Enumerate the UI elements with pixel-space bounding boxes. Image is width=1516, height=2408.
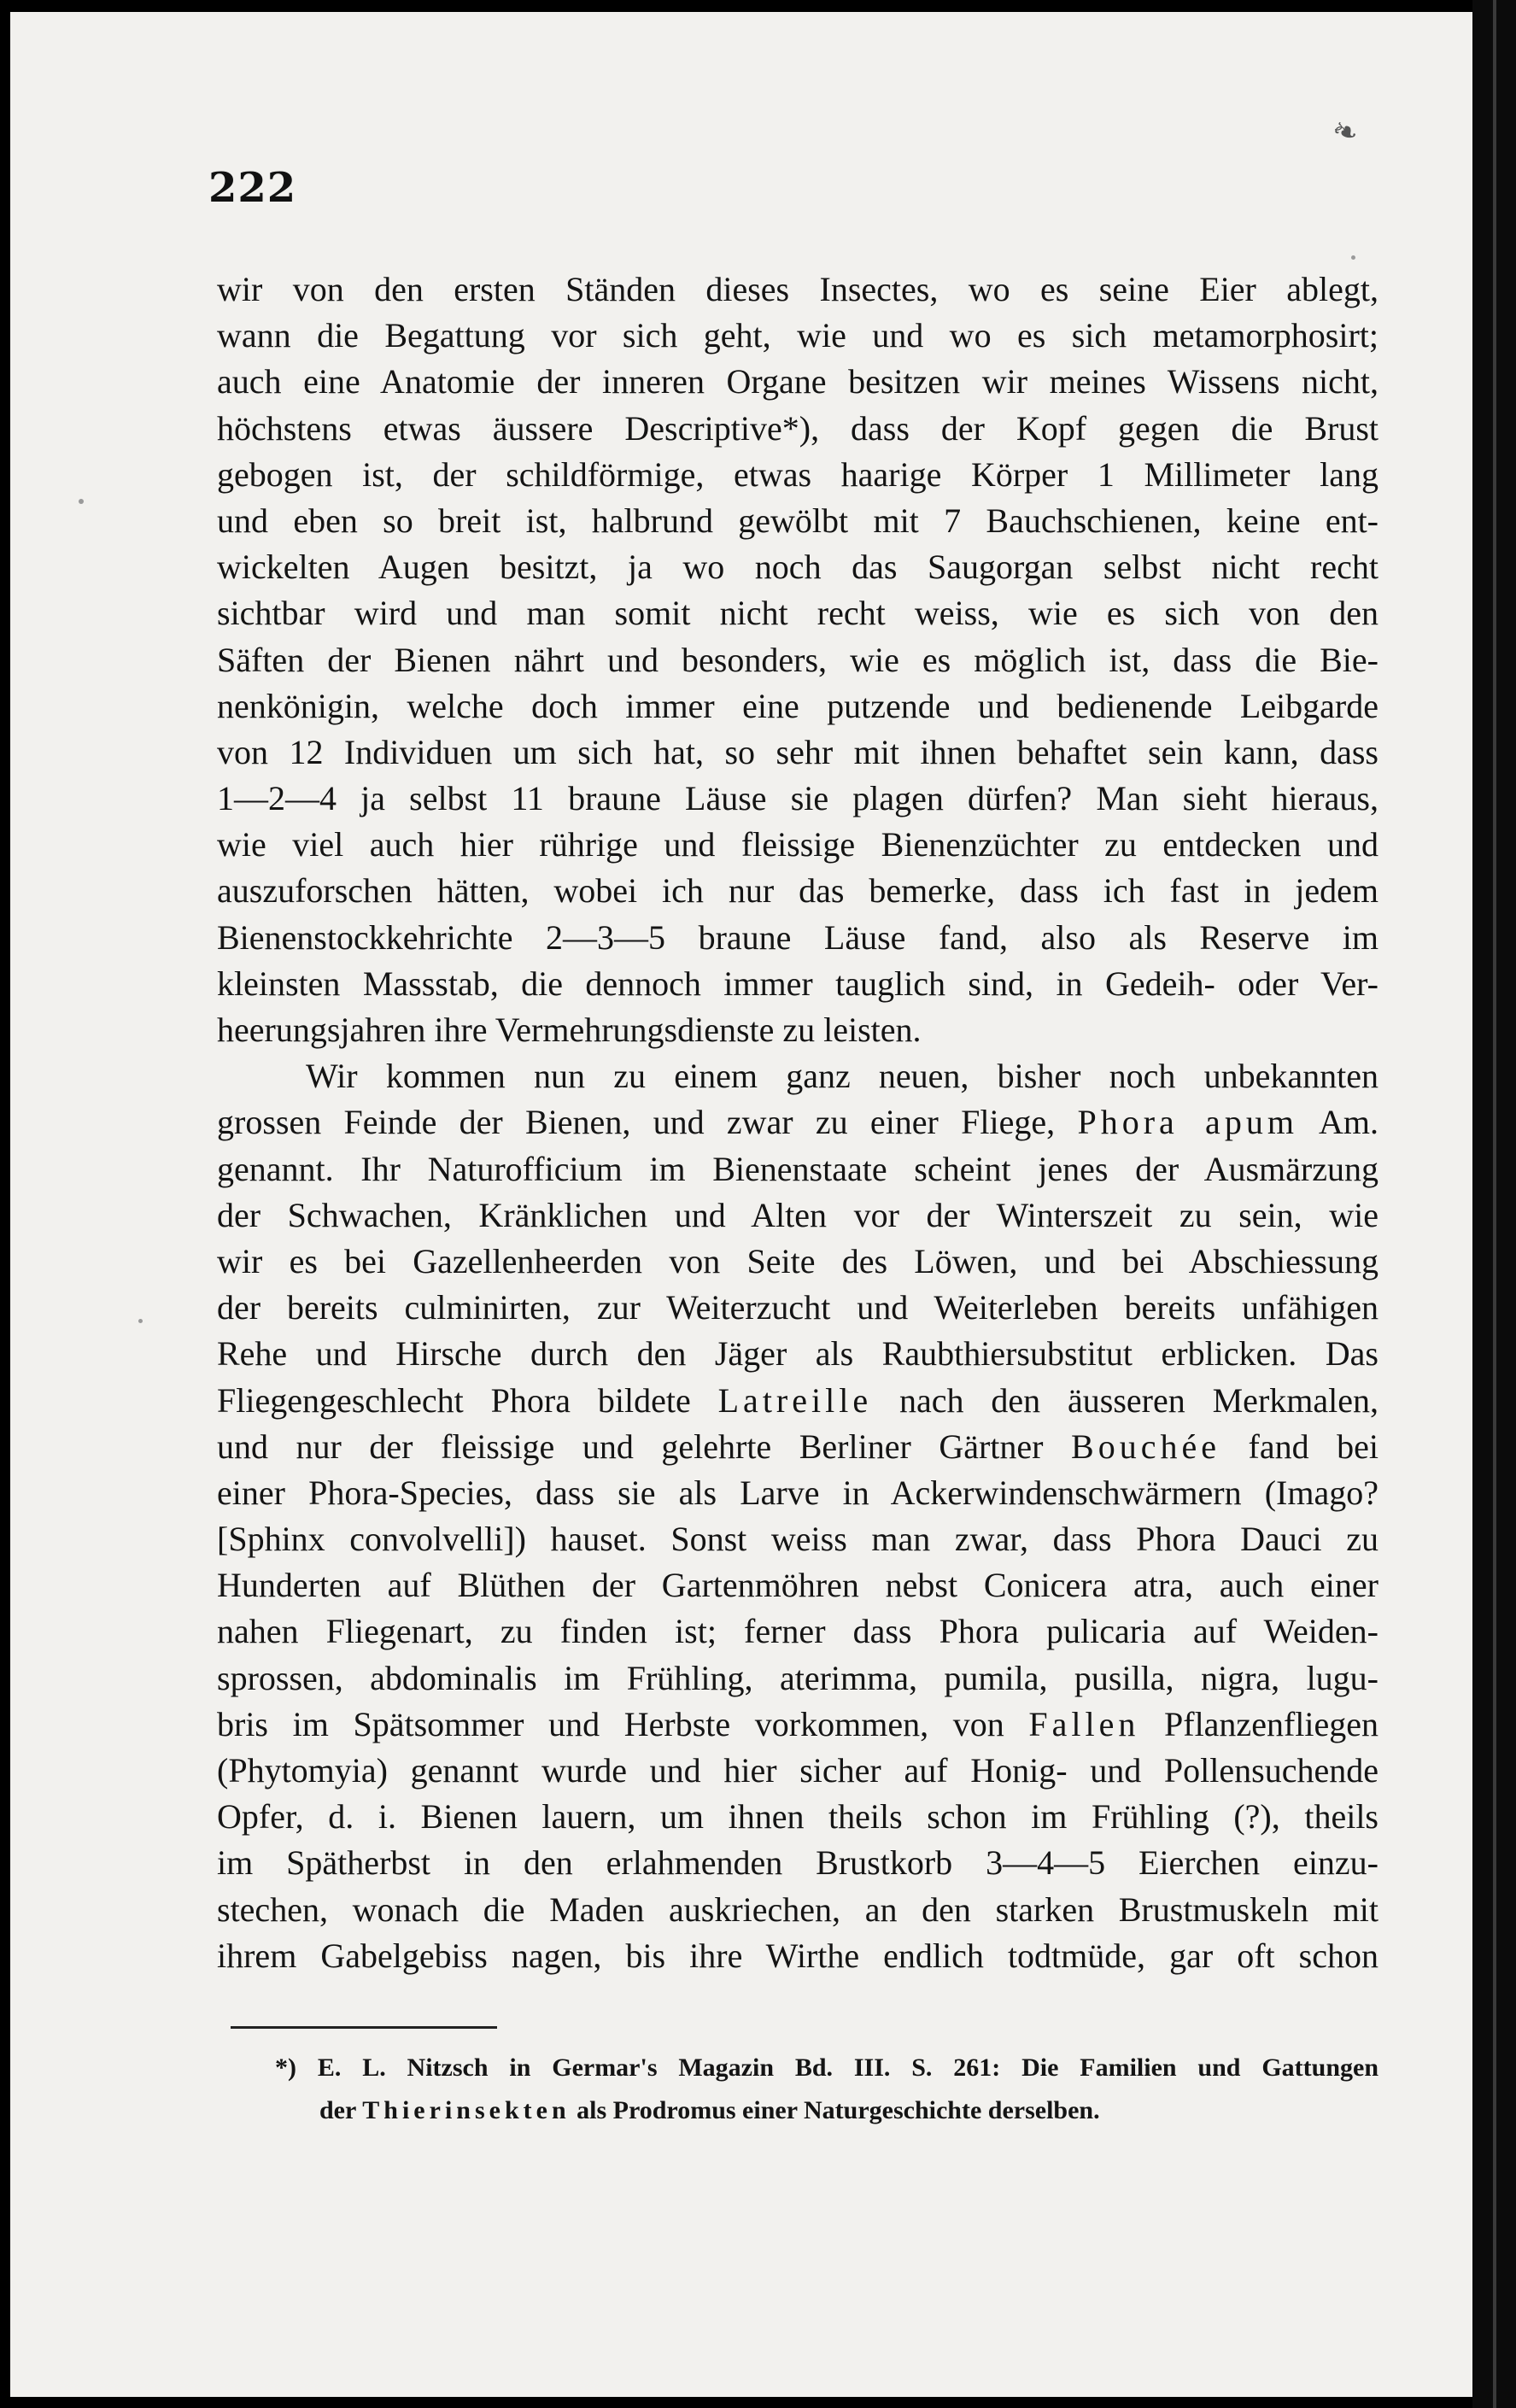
text-line <box>217 1424 1378 1470</box>
text-segment: Fliegengeschlecht Phora bildete <box>217 1380 691 1420</box>
text-line: nenkönigin, welche doch immer eine putzende und bedienende Leibgarde <box>217 686 1378 725</box>
author-name: Latreille <box>717 1380 873 1420</box>
text-line: im Spätherbst in den erlahmenden Brustkorb 3—4—5 Eierchen einzu- <box>217 1843 1378 1883</box>
text-line: [Sphinx convolvelli]) hauset. Sonst weiss man zwar, dass Phora Dauci zu <box>217 1520 1378 1559</box>
text-line: höchstens etwas äussere Descriptive*), dass der Kopf gegen die Brust <box>217 408 1378 448</box>
footnote-emphasis: Thierinsekten <box>362 2096 571 2124</box>
footnote-line <box>275 2047 1378 2089</box>
text-line: nahen Fliegenart, zu finden ist; ferner dass Phora pulicaria auf Weiden- <box>217 1612 1378 1651</box>
ornament-icon: ❧ <box>1326 111 1364 153</box>
footnote-text: als Prodromus einer Naturgeschichte derselben. <box>577 2096 1100 2124</box>
footnote <box>275 2047 1378 2132</box>
author-name: Fallen <box>1028 1704 1140 1743</box>
text-line: Rehe und Hirsche durch den Jäger als Raubthiersubstitut erblicken. Das <box>217 1334 1378 1374</box>
text-line: heerungsjahren ihre Vermehrungsdienste zu leisten. <box>217 1011 922 1049</box>
text-line: und eben so breit ist, halbrund gewölbt mit 7 Bauchschienen, keine ent- <box>217 501 1378 540</box>
text-line: (Phytomyia) genannt wurde und hier sicher auf Honig- und Pollensuchende <box>217 1751 1378 1790</box>
text-line: stechen, wonach die Maden auskriechen, an den starken Brustmuskeln mit <box>217 1889 1378 1929</box>
text-line: wann die Begattung vor sich geht, wie und wo es sich metamorphosirt; <box>217 316 1378 355</box>
species-name: Phora apum <box>1077 1103 1298 1142</box>
text-line: ihrem Gabelgebiss nagen, bis ihre Wirthe endlich todtmüde, gar oft schon <box>217 1936 1378 1975</box>
text-line: kleinsten Massstab, die dennoch immer tauglich sind, in Gedeih- oder Ver- <box>217 964 1378 1003</box>
text-line: einer Phora-Species, dass sie als Larve in Ackerwindenschwärmern (Imago? <box>217 1473 1378 1512</box>
text-line: Opfer, d. i. Bienen lauern, um ihnen theils schon im Frühling (?), theils <box>217 1797 1378 1837</box>
text-line: Säften der Bienen nährt und besonders, wie es möglich ist, dass die Bie- <box>217 640 1378 679</box>
text-line <box>217 1099 1378 1145</box>
book-page <box>10 12 1472 2397</box>
text-line: Bienenstockkehrichte 2—3—5 braune Läuse fand, also als Reserve im <box>217 917 1378 957</box>
text-segment: Am. <box>1319 1103 1379 1142</box>
scan-border-line <box>1493 0 1496 2408</box>
text-line: 1—2—4 ja selbst 11 braune Läuse sie plagen dürfen? Man sieht hieraus, <box>217 779 1378 818</box>
body-text <box>217 267 1378 1979</box>
footnote-divider <box>231 2026 497 2029</box>
text-segment: bris im Spätsommer und Herbste vorkommen, von <box>217 1704 1004 1743</box>
text-line: sprossen, abdominalis im Frühling, aterimma, pumila, pusilla, nigra, lugu- <box>217 1658 1378 1697</box>
text-line: Hunderten auf Blüthen der Gartenmöhren nebst Conicera atra, auch einer <box>217 1566 1378 1605</box>
text-line: der bereits culminirten, zur Weiterzucht und Weiterleben bereits unfähigen <box>217 1288 1378 1327</box>
footnote-text: der <box>319 2096 356 2124</box>
text-line: auch eine Anatomie der inneren Organe besitzen wir meines Wissens nicht, <box>217 362 1378 401</box>
text-line: sichtbar wird und man somit nicht recht weiss, wie es sich von den <box>217 594 1378 633</box>
footnote-text: E. L. Nitzsch in Germar's Magazin Bd. III. S. 261: Die Familien und Gattungen <box>317 2054 1379 2082</box>
text-segment: grossen Feinde der Bienen, und zwar zu einer Fliege, <box>217 1103 1056 1142</box>
text-line <box>217 1702 1378 1748</box>
text-line <box>217 1378 1378 1424</box>
scan-speck <box>79 499 84 504</box>
text-line: wir es bei Gazellenheerden von Seite des Löwen, und bei Abschiessung <box>217 1241 1378 1280</box>
paragraph-start: Wir kommen nun zu einem ganz neuen, bisher noch unbekannten <box>306 1057 1378 1096</box>
text-segment: fand bei <box>1248 1427 1379 1466</box>
footnote-marker: *) <box>275 2054 296 2082</box>
text-segment: nach den äusseren Merkmalen, <box>898 1380 1378 1420</box>
text-line: wickelten Augen besitzt, ja wo noch das Saugorgan selbst nicht recht <box>217 548 1378 587</box>
text-line: wie viel auch hier rührige und fleissige Bienenzüchter zu entdecken und <box>217 825 1378 864</box>
author-name: Bouchée <box>1071 1427 1220 1466</box>
text-line: genannt. Ihr Naturofficium im Bienenstaate scheint jenes der Ausmärzung <box>217 1149 1378 1188</box>
text-segment: Pflanzenfliegen <box>1164 1704 1378 1743</box>
text-line: der Schwachen, Kränklichen und Alten vor der Winterszeit zu sein, wie <box>217 1195 1378 1234</box>
text-line: von 12 Individuen um sich hat, so sehr mit ihnen behaftet sein kann, dass <box>217 732 1378 771</box>
text-line: wir von den ersten Ständen dieses Insectes, wo es seine Eier ablegt, <box>217 270 1378 308</box>
scan-speck <box>1351 255 1355 260</box>
scan-speck <box>138 1319 143 1323</box>
text-segment: und nur der fleissige und gelehrte Berliner Gärtner <box>217 1427 1044 1466</box>
footnote-line <box>319 2089 1378 2132</box>
text-line: auszuforschen hätten, wobei ich nur das bemerke, dass ich fast in jedem <box>217 871 1378 911</box>
text-line: gebogen ist, der schildförmige, etwas haarige Körper 1 Millimeter lang <box>217 454 1378 494</box>
page-number: 222 <box>208 164 297 212</box>
